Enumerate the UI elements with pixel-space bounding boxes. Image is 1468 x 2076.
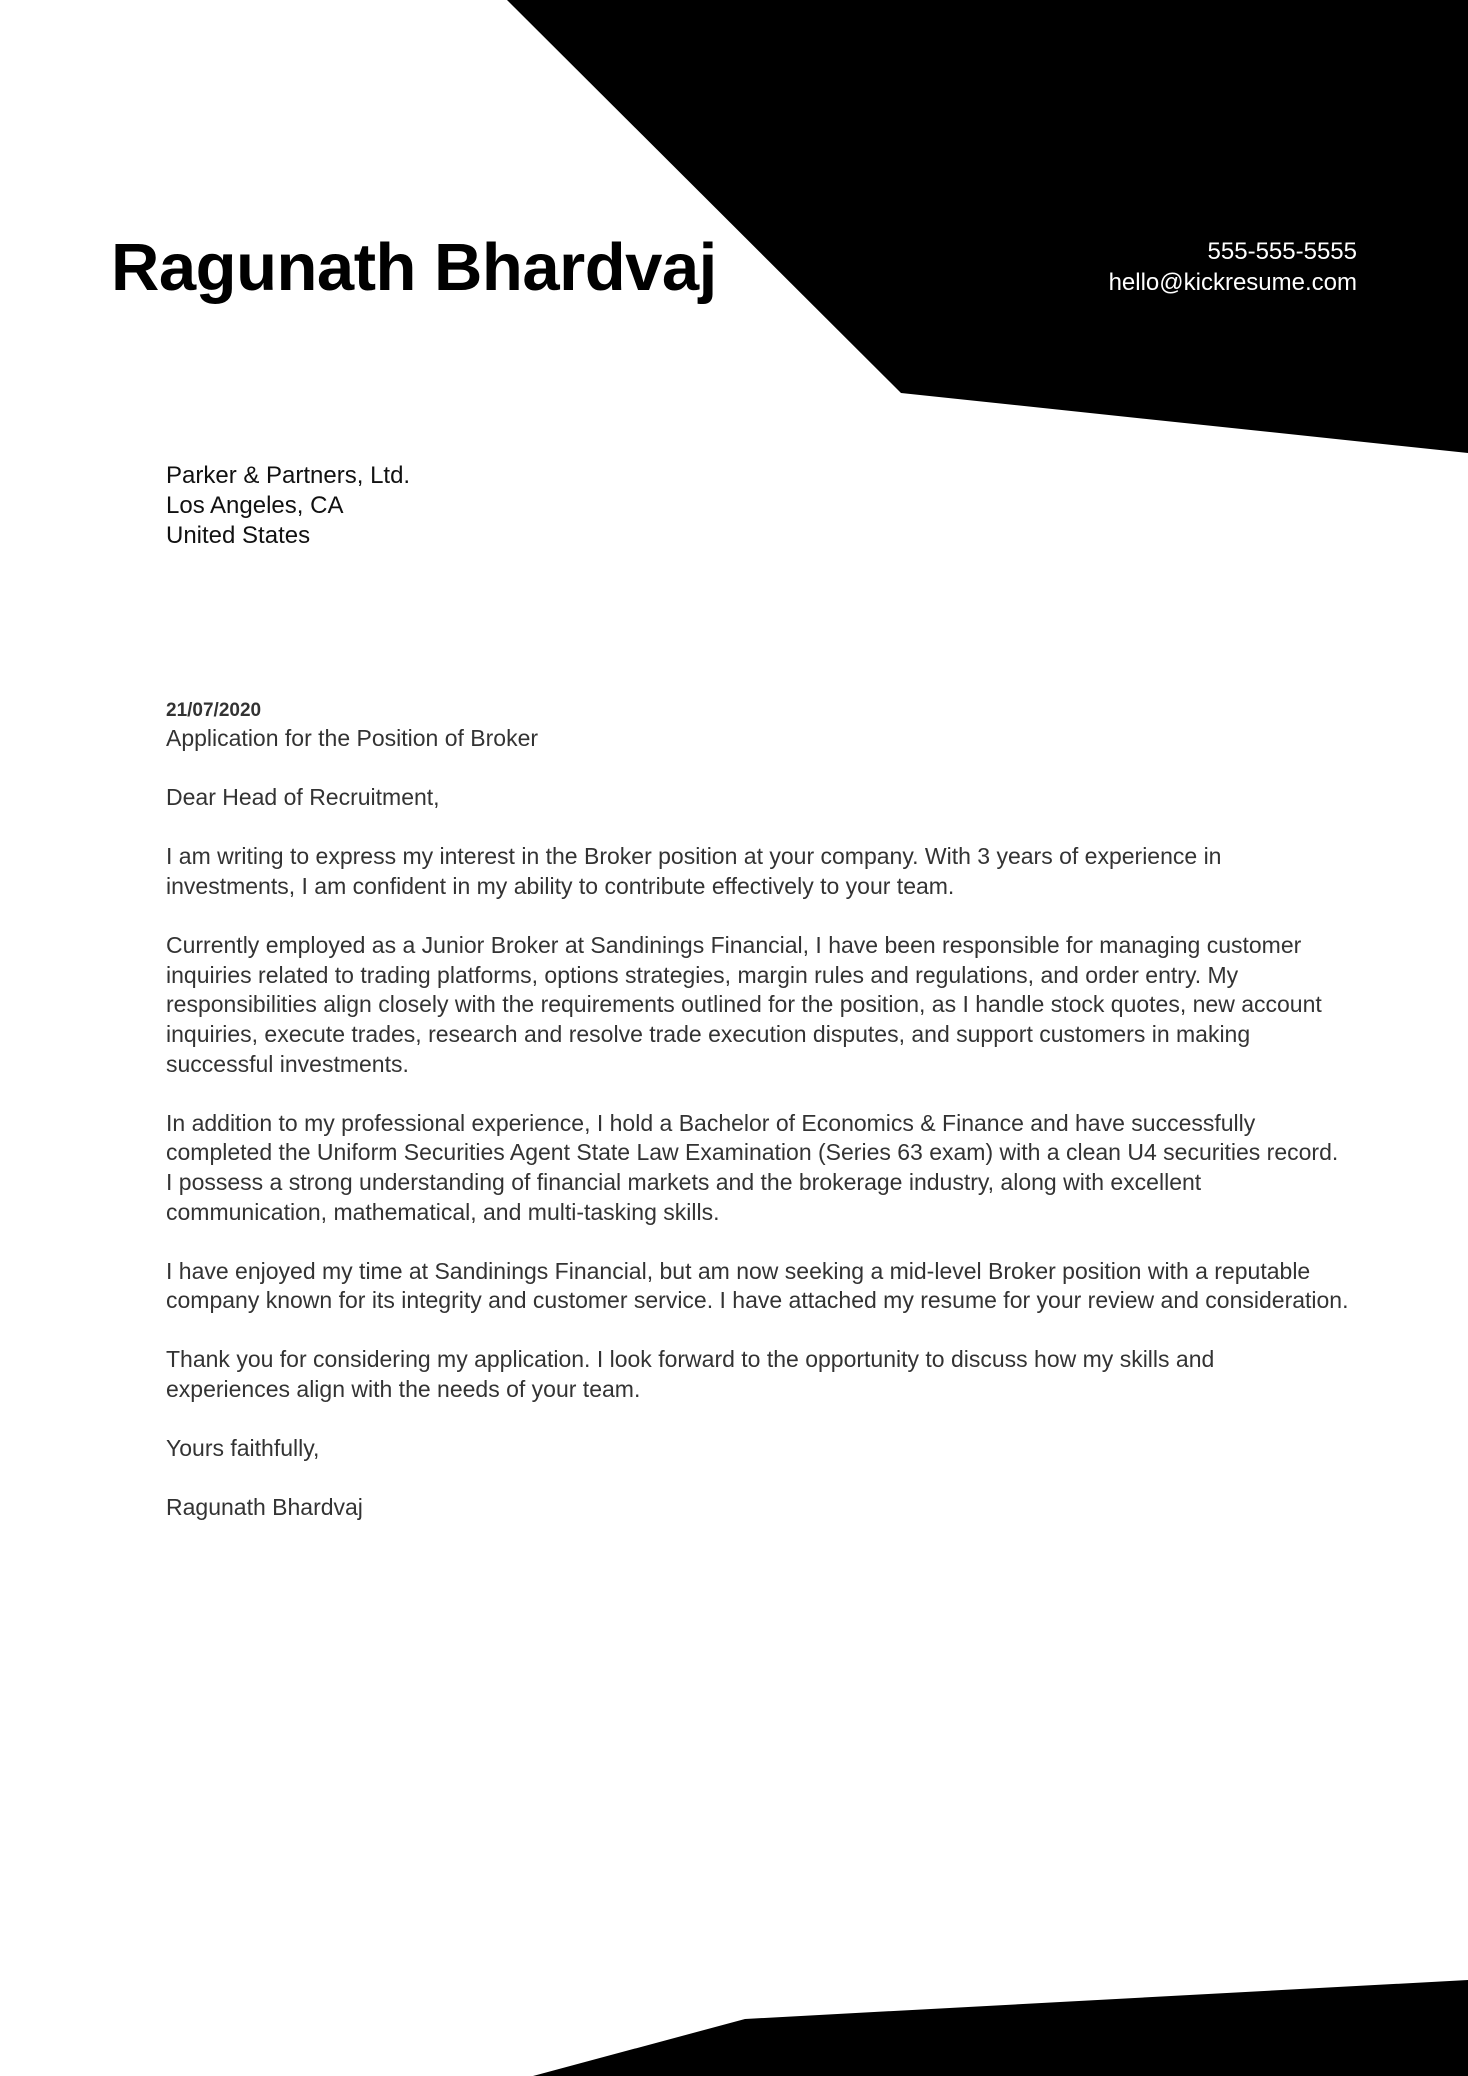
body-paragraph: I am writing to express my interest in the Broker position at your company. With 3 years of experience in investments, I am confident in my ability to contribute effectively to your team. (166, 843, 1222, 899)
letter-subject: Application for the Position of Broker (166, 725, 539, 751)
recipient-address (166, 461, 410, 551)
applicant-name: Ragunath Bhardvaj (111, 230, 717, 305)
body-paragraph: Currently employed as a Junior Broker at Sandinings Financial, I have been responsible for managing customer inquiries related to trading platforms, options strategies, margin rules and regulations, and order entry. My responsibilities align closely with the requirements outlined for the position, as I handle stock quotes, new account inquiries, execute trades, research and resolve trade execution disputes, and support customers in making successful investments. (166, 932, 1322, 1077)
email-address: hello@kickresume.com (1108, 269, 1357, 296)
body-paragraph: I have enjoyed my time at Sandinings Financial, but am now seeking a mid-level Broker position with a reputable company known for its integrity and customer service. I have attached my resume for your review and consideration. (166, 1257, 1349, 1314)
footer-angled-band (533, 1980, 1468, 2076)
letter-body (166, 698, 1366, 1553)
recipient-company: Parker & Partners, Ltd. (166, 462, 411, 489)
contact-block (1109, 236, 1357, 298)
body-paragraph: In addition to my professional experience, I hold a Bachelor of Economics & Finance and have successfully completed the Uniform Securities Agent State Law Examination (Series 63 exam) with a clean U4 securities record. I possess a strong understanding of financial markets and the brokerage industry, along with excellent communication, mathematical, and multi-tasking skills. (166, 1109, 1339, 1225)
recipient-city: Los Angeles, CA (166, 492, 344, 519)
letter-date: 21/07/2020 (166, 700, 262, 721)
body-paragraph: Thank you for considering my application. I look forward to the opportunity to discuss how my skills and experiences align with the needs of your team. (166, 1346, 1215, 1403)
phone-number: 555-555-5555 (1207, 238, 1357, 265)
closing: Yours faithfully, (166, 1435, 320, 1462)
salutation: Dear Head of Recruitment, (166, 784, 440, 811)
recipient-country: United States (166, 522, 311, 549)
signature-name: Ragunath Bhardvaj (166, 1494, 363, 1521)
